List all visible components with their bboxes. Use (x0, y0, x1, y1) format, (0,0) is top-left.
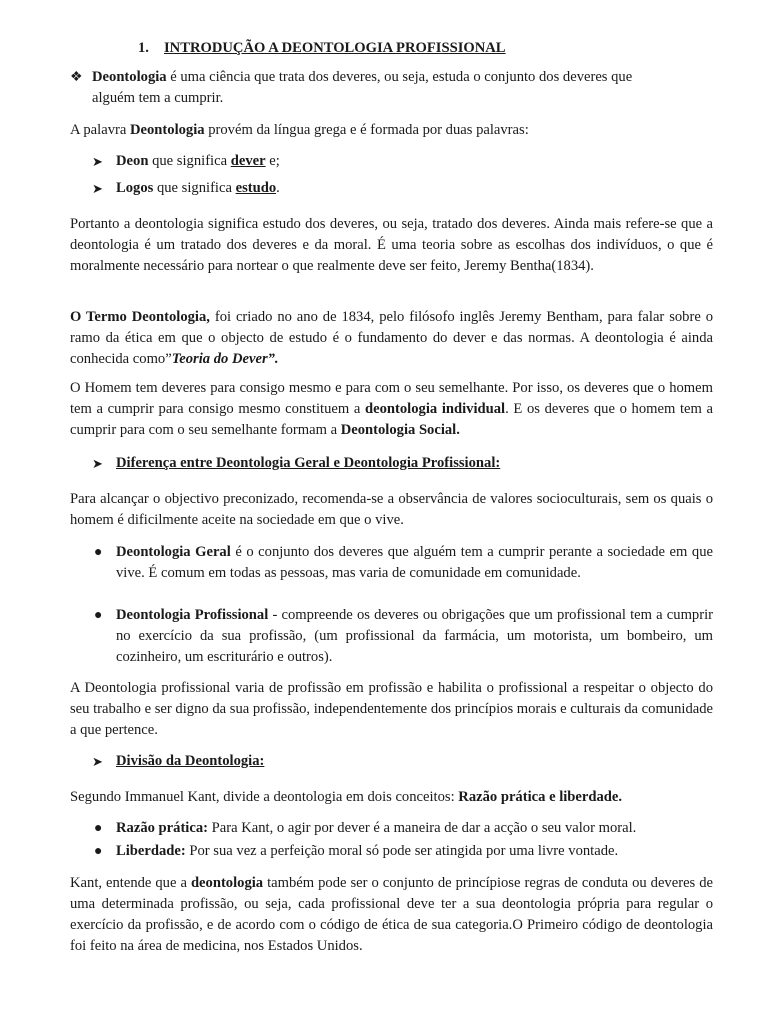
paragraph-bentham (70, 307, 713, 370)
title-number: 1. (138, 40, 149, 56)
bentham-term: O Termo Deontologia, (70, 309, 210, 325)
document-title (138, 40, 558, 57)
paragraph-definition: Portanto a deontologia significa estudo dos deveres, ou seja, tratado dos deveres. Ainda mais refere-se que a deontologia é um tratado dos deveres e da moral. É uma teoria sobre as escolhas dos indivíduos, o que é moralmente necessário para nortear o que realmente deve ser feito, Jeremy Bentha(1834). (70, 216, 713, 274)
logos-end: . (276, 180, 280, 196)
arrow-bullet-icon: ➤ (92, 456, 103, 471)
title-text: INTRODUÇÃO A DEONTOLOGIA PROFISSIONAL (164, 40, 506, 56)
intro-text-1: é uma ciência que trata dos deveres, ou seja, estuda o conjunto dos deveres que (166, 69, 633, 85)
bullet-deontologia-profissional (70, 605, 713, 668)
heading-diferenca (70, 453, 713, 474)
deveres-bold-1: deontologia individual (365, 401, 506, 417)
origin-term: Deontologia (129, 122, 205, 138)
logos-meaning: estudo (235, 180, 277, 196)
liberdade-term: Liberdade: (116, 843, 186, 859)
paragraph-profissional: A Deontologia profissional varia de profissão em profissão e habilita o profissional a respeitar o objecto do seu trabalho e ser digno da sua profissão, independentemente dos princípios morais e culturais da comunidade a que pertence. (70, 680, 713, 738)
intro-term: Deontologia (92, 69, 167, 85)
codigo-bold: deontologia (190, 875, 264, 891)
arrow-bullet-icon: ➤ (92, 154, 103, 169)
razao-text: Para Kant, o agir por dever é a maneira de dar a acção o seu valor moral. (208, 820, 637, 836)
logos-term: Logos (116, 180, 154, 196)
bullet-dot-icon: ● (94, 844, 103, 859)
bullet-dot-icon: ● (94, 821, 103, 836)
deon-mid: que significa (148, 153, 231, 169)
bentham-quote: Teoria do Dever”. (171, 351, 279, 367)
geral-text: é o conjunto dos deveres que alguém tem a cumprir perante a sociedade em que vive. É comum em todas as pessoas, mas varia de comunidade em comunidade. (116, 544, 713, 581)
heading-divisao (70, 751, 713, 772)
deon-item (70, 151, 713, 172)
diamond-bullet-icon: ❖ (70, 70, 83, 85)
logos-mid: que significa (153, 180, 236, 196)
codigo-text-2: também pode ser o conjunto de princípiose regras de conduta ou deveres de uma determinada profissão, ou seja, cada profissional deve ter a sua deontologia própria para regular o exercício da profissão, e de acordo com o código de ética de sua categoria.O Primeiro código de deontologia foi feito na área de medicina, nos Estados Unidos. (70, 875, 713, 954)
liberdade-text: Por sua vez a perfeição moral só pode ser atingida por uma livre vontade. (185, 843, 619, 859)
paragraph-codigo (70, 873, 713, 957)
intro-text-2: alguém tem a cumprir. (92, 90, 224, 106)
bullet-dot-icon: ● (94, 608, 103, 623)
paragraph-deveres (70, 378, 713, 441)
origin-post: provém da língua grega e é formada por duas palavras: (204, 122, 529, 138)
heading-divisao-text: Divisão da Deontologia: (116, 753, 265, 769)
bullet-deontologia-geral (70, 542, 713, 584)
arrow-bullet-icon: ➤ (92, 181, 103, 196)
deon-end: e; (265, 153, 280, 169)
prof-term: Deontologia Profissional (116, 607, 269, 623)
origin-paragraph (70, 120, 713, 141)
heading-diferenca-text: Diferença entre Deontologia Geral e Deontologia Profissional: (116, 455, 501, 471)
razao-term: Razão prática: (116, 820, 208, 836)
intro-paragraph (70, 67, 713, 109)
arrow-bullet-icon: ➤ (92, 754, 103, 769)
bullet-liberdade (70, 841, 713, 862)
deveres-bold-2: Deontologia Social. (340, 422, 460, 438)
kant-text: Segundo Immanuel Kant, divide a deontologia em dois conceitos: (70, 789, 459, 805)
prof-text: - compreende os deveres ou obrigações que um profissional tem a cumprir no exercício da sua profissão, (um profissional da farmácia, um motorista, um bombeiro, um cozinheiro, um escriturário e outros). (116, 607, 713, 665)
paragraph-objectivo: Para alcançar o objectivo preconizado, recomenda-se a observância de valores socioculturais, sem os quais o homem é dificilmente aceite na sociedade em que o vive. (70, 491, 713, 528)
codigo-text-1: Kant, entende que a (70, 875, 191, 891)
deon-meaning: dever (230, 153, 266, 169)
kant-bold: Razão prática e liberdade. (458, 789, 623, 805)
bentham-text: foi criado no ano de 1834, pelo filósofo inglês Jeremy Bentham, para falar sobre o ramo da ética em que o objecto de estudo é o fundamento do dever e das normas. A deontologia é ainda conhecida como” (70, 309, 714, 367)
deveres-text-2: . E os deveres que o homem tem a cumprir para com o seu semelhante formam a (70, 401, 714, 438)
paragraph-kant (70, 787, 713, 808)
deveres-text-1: O Homem tem deveres para consigo mesmo e para com o seu semelhante. Por isso, os deveres que o homem tem a cumprir para consigo mesmo constituem a (70, 380, 713, 417)
origin-pre: A palavra (70, 122, 130, 138)
bullet-dot-icon: ● (94, 545, 103, 560)
deon-term: Deon (116, 153, 149, 169)
bullet-razao-pratica (70, 818, 713, 839)
logos-item (70, 178, 713, 199)
geral-term: Deontologia Geral (116, 544, 231, 560)
